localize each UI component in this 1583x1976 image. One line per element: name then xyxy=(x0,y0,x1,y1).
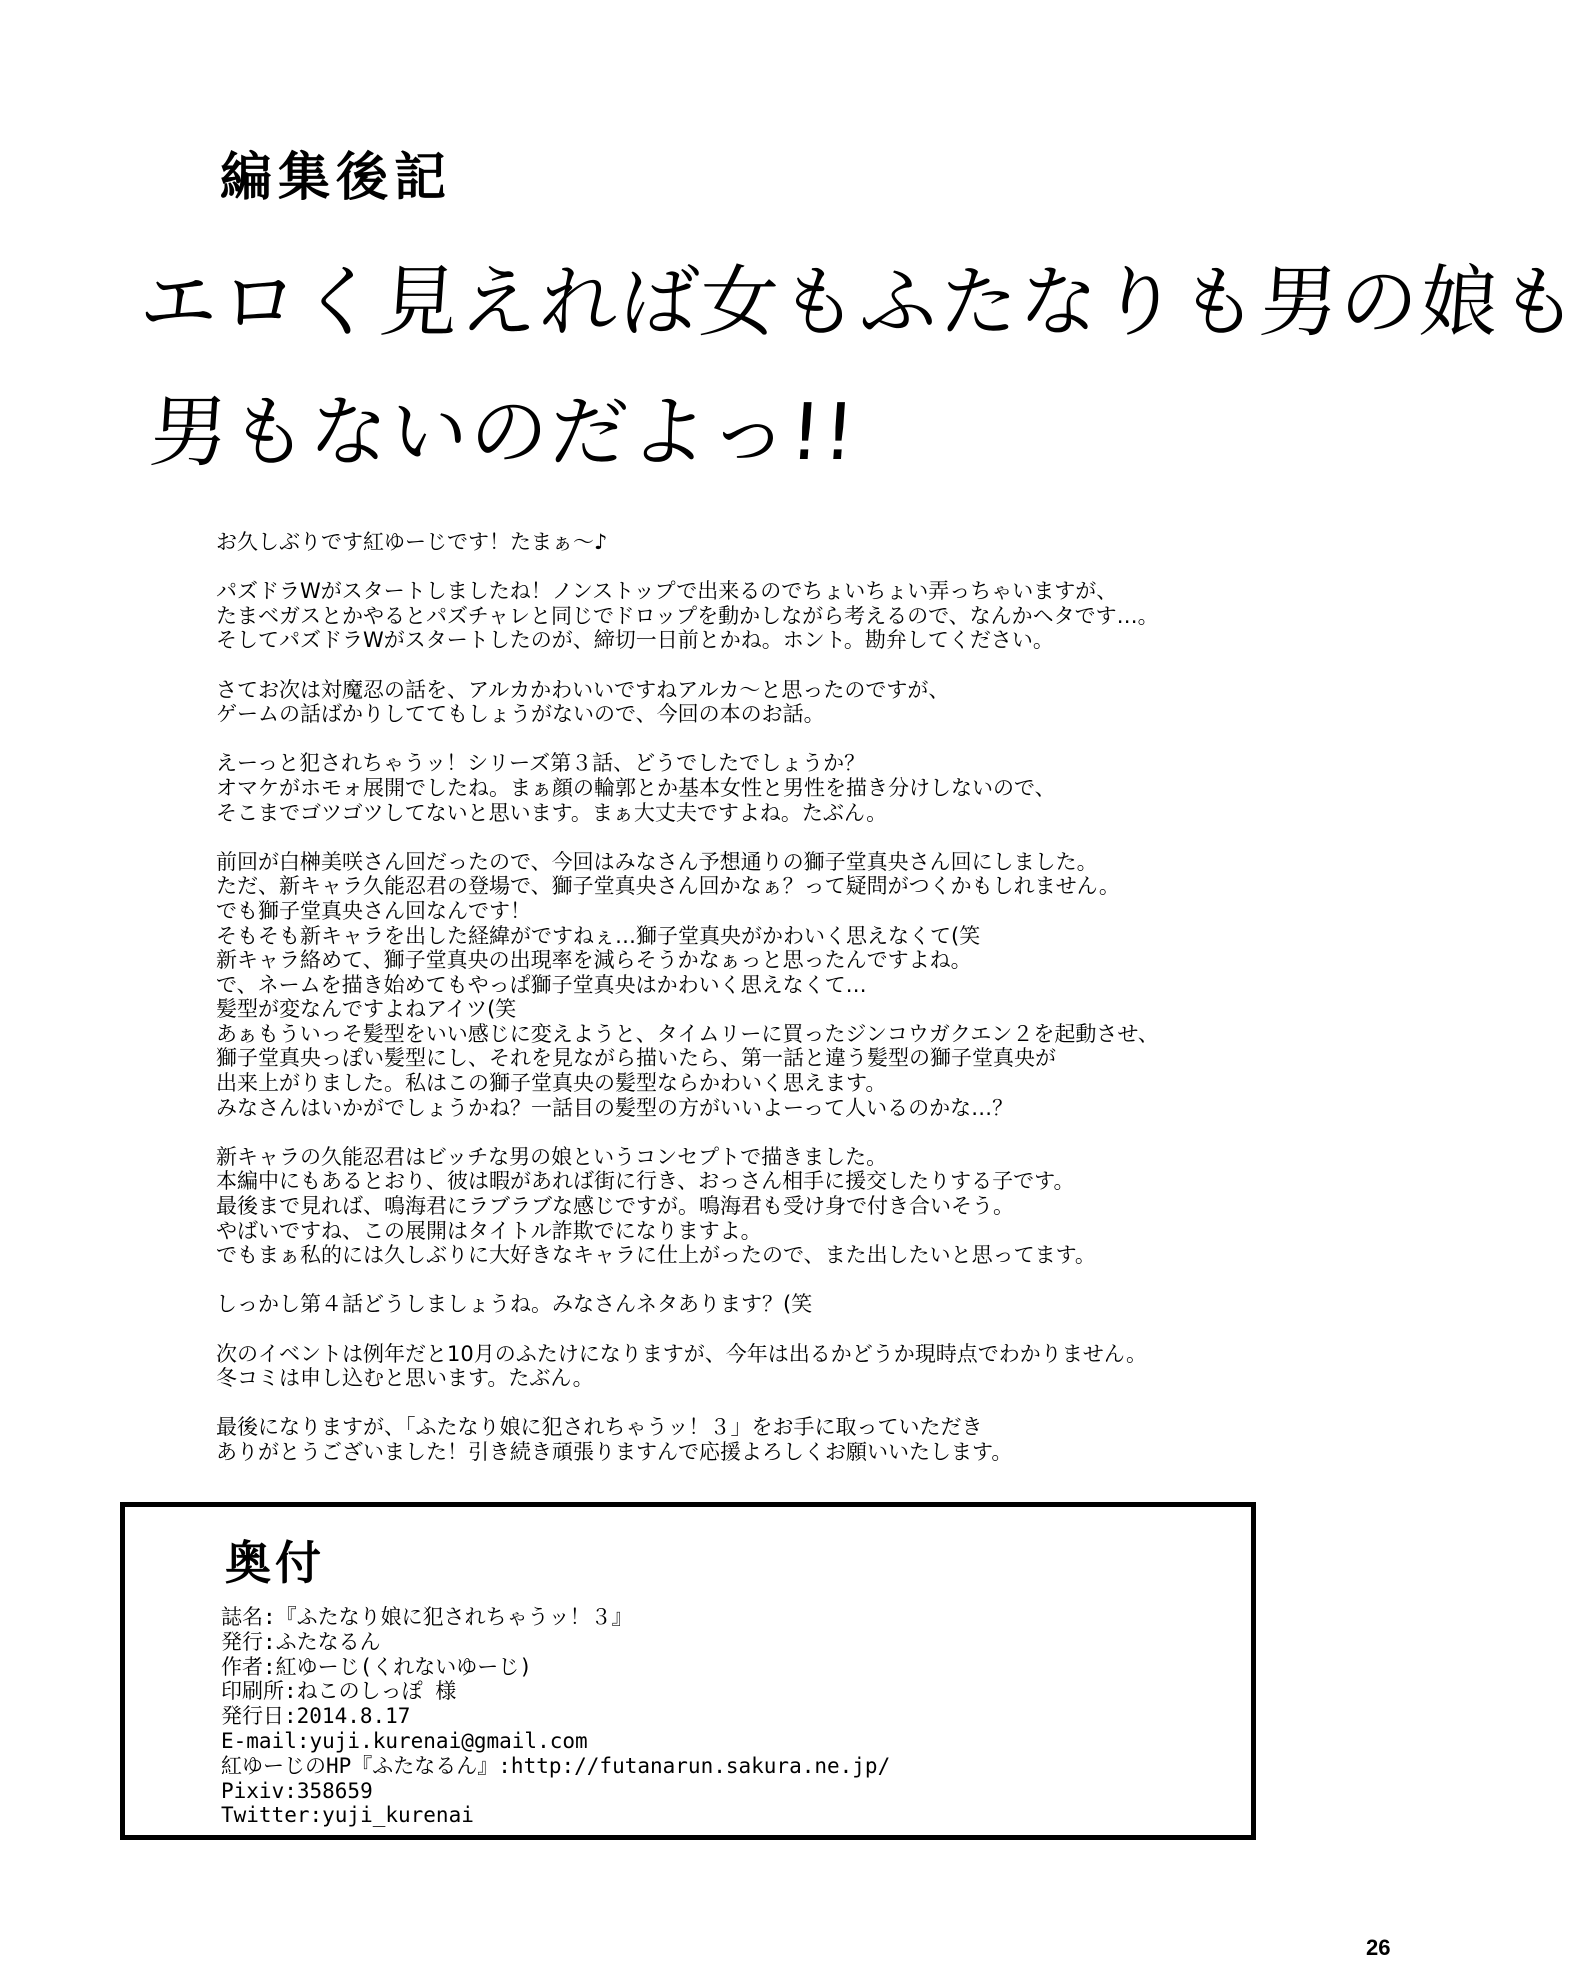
body-line: ただ、新キャラ久能忍君の登場で、獅子堂真央さん回かなぁ？って疑問がつくかもしれません。 xyxy=(216,874,1120,899)
paragraph-7 xyxy=(216,1292,1336,1317)
body-line: さてお次は対魔忍の話を、アルカかわいいですねアルカ～と思ったのですが、 xyxy=(216,677,950,702)
body-line: しっかし第４話どうしましょうね。みなさんネタあります？(笑 xyxy=(216,1292,813,1317)
colophon-title-line: 誌名:『ふたなり娘に犯されちゃうッ！３』 xyxy=(221,1605,633,1629)
body-line: みなさんはいかがでしょうかね？一話目の髪型の方がいいよーって人いるのかな…？ xyxy=(216,1095,1014,1120)
colophon-title: 奥付 xyxy=(225,1536,325,1590)
body-line: 新キャラの久能忍君はビッチな男の娘というコンセプトで描きました。 xyxy=(216,1144,888,1169)
body-line: そもそも新キャラを出した経緯がですねぇ…獅子堂真央がかわいく思えなくて(笑 xyxy=(216,923,981,948)
body-line: そしてパズドラWがスタートしたのが、締切一日前とかね。ホント。勘弁してください。 xyxy=(216,628,1054,653)
body-line: 前回が白榊美咲さん回だったので、今回はみなさん予想通りの獅子堂真央さん回にしました。 xyxy=(216,849,1098,874)
body-line: 次のイベントは例年だと10月のふたけになりますが、今年は出るかどうか現時点でわかりません。 xyxy=(216,1341,1147,1366)
body-line: たまベガスとかやるとパズチャレと同じでドロップを動かしながら考えるので、なんかヘタです…。 xyxy=(216,603,1159,628)
body-line: ありがとうございました！引き続き頑張りますんで応援よろしくお願いいたします。 xyxy=(216,1439,1013,1464)
body-line: えーっと犯されちゃうッ！シリーズ第３話、どうでしたでしょうか？ xyxy=(216,751,866,776)
afterword-heading: 編集後記 xyxy=(220,148,453,208)
body-line: あぁもういっそ髪型をいい感じに変えようと、タイムリーに買ったジンコウガクエン２を起動させ、 xyxy=(216,1021,1159,1046)
body-line: 冬コミは申し込むと思います。たぶん。 xyxy=(216,1366,594,1391)
handwritten-headline-line-2: 男もないのだよっ!! xyxy=(146,388,860,478)
paragraph-8 xyxy=(216,1342,1336,1391)
handwritten-headline-line-1: エロく見えれば女もふたなりも男の娘も xyxy=(136,258,1583,348)
colophon-box xyxy=(120,1502,1256,1840)
colophon-printer: 印刷所:ねこのしっぽ 様 xyxy=(221,1679,457,1704)
body-line: やばいですね、この展開はタイトル詐欺でになりますよ。 xyxy=(216,1218,762,1243)
body-line: オマケがホモォ展開でしたね。まぁ顔の輪郭とか基本女性と男性を描き分けしないので、 xyxy=(216,775,1056,800)
body-line: 本編中にもあるとおり、彼は暇があれば街に行き、おっさん相手に援交したりする子です。 xyxy=(216,1169,1075,1194)
colophon-pixiv: Pixiv:358659 xyxy=(221,1778,373,1803)
body-line: 獅子堂真央っぽい髪型にし、それを見ながら描いたら、第一話と違う髪型の獅子堂真央が xyxy=(216,1046,1056,1071)
paragraph-2 xyxy=(216,579,1336,653)
body-line: そこまでゴツゴツしてないと思います。まぁ大丈夫ですよね。たぶん。 xyxy=(216,800,888,825)
colophon-email: E-mail:yuji.kurenai@gmail.com xyxy=(221,1728,588,1753)
colophon-author: 作者:紅ゆーじ(くれないゆーじ) xyxy=(221,1654,532,1679)
paragraph-6 xyxy=(216,1145,1336,1268)
colophon-publisher: 発行:ふたなるん xyxy=(221,1629,381,1654)
paragraph-5 xyxy=(216,850,1336,1121)
body-line: 最後まで見れば、鳴海君にラブラブな感じですが。鳴海君も受け身で付き合いそう。 xyxy=(216,1194,1014,1219)
page-number: 26 xyxy=(1366,1935,1391,1960)
body-line: パズドラWがスタートしましたね！ノンストップで出来るのでちょいちょい弄っちゃいますが、 xyxy=(216,579,1118,604)
body-line: で、ネームを描き始めてもやっぱ獅子堂真央はかわいく思えなくて… xyxy=(216,972,867,997)
colophon-homepage: 紅ゆーじのHP『ふたなるん』:http://futanarun.sakura.ne.jp/ xyxy=(221,1753,891,1778)
body-line: でも獅子堂真央さん回なんです！ xyxy=(216,898,531,923)
colophon-list xyxy=(221,1605,890,1828)
body-line: でもまぁ私的には久しぶりに大好きなキャラに仕上がったので、また出したいと思ってます。 xyxy=(216,1243,1096,1268)
body-line: 髪型が変なんですよねアイツ(笑 xyxy=(216,997,517,1022)
afterword-body xyxy=(216,530,1336,1489)
paragraph-3 xyxy=(216,678,1336,727)
body-line: 出来上がりました。私はこの獅子堂真央の髪型ならかわいく思えます。 xyxy=(216,1071,887,1096)
paragraph-9 xyxy=(216,1415,1336,1464)
body-line: 新キャラ絡めて、獅子堂真央の出現率を減らそうかなぁっと思ったんですよね。 xyxy=(216,948,972,973)
colophon-twitter: Twitter:yuji_kurenai xyxy=(221,1803,474,1828)
paragraph-1 xyxy=(216,530,1336,555)
colophon-date: 発行日:2014.8.17 xyxy=(221,1704,411,1729)
body-line: お久しぶりです紅ゆーじです！たまぁ～♪ xyxy=(216,530,608,554)
body-line: ゲームの話ばかりしててもしょうがないので、今回の本のお話。 xyxy=(216,702,825,727)
body-line: 最後になりますが、「ふたなり娘に犯されちゃうッ！３」をお手に取っていただき xyxy=(216,1415,983,1440)
paragraph-4 xyxy=(216,751,1336,825)
